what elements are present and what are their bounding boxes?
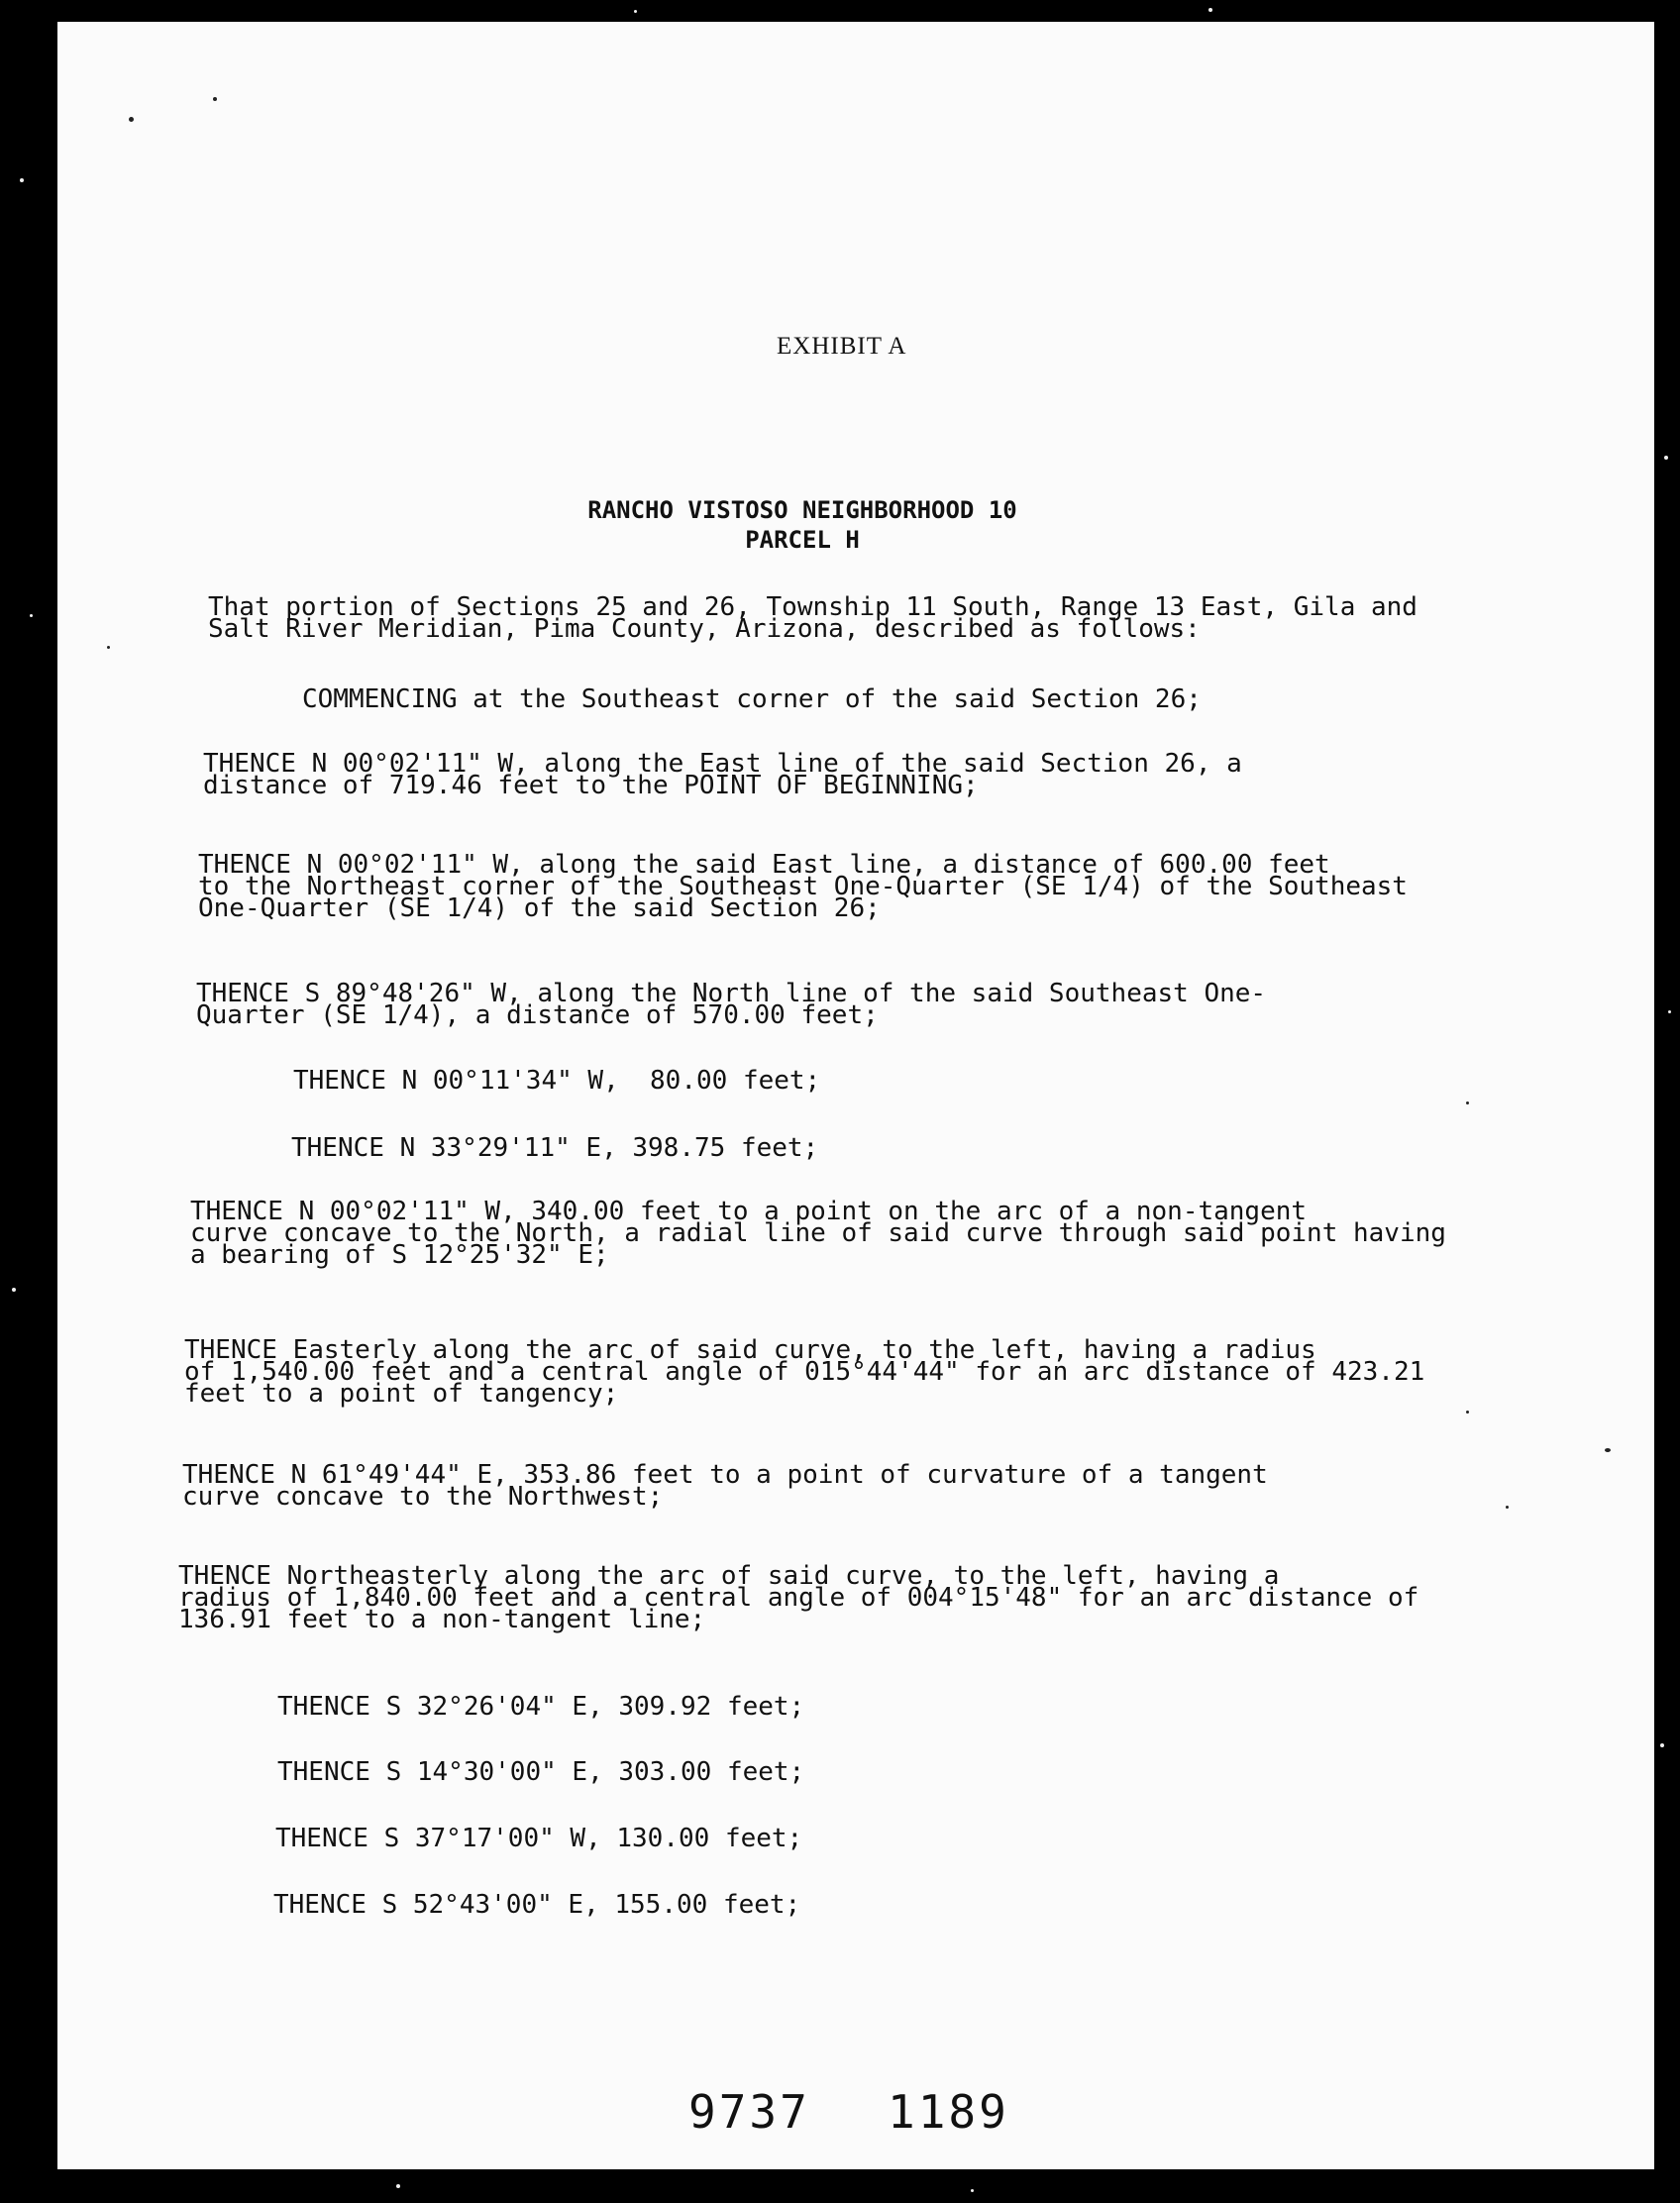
legal-description-paragraph: THENCE S 89°48'26" W, along the North line of the said Southeast One- Quarter (SE 1/4), a distance of 570.00 feet;: [196, 979, 1267, 1030]
intro-paragraph: That portion of Sections 25 and 26, Township 11 South, Range 13 East, Gila and Salt River Meridian, Pima County, Arizona, described as follows:: [208, 592, 1418, 644]
document-title: RANCHO VISTOSO NEIGHBORHOOD 10: [587, 496, 1017, 524]
scan-speck: [30, 614, 33, 617]
scan-speck: [213, 97, 217, 101]
legal-description-paragraph: THENCE S 32°26'04" E, 309.92 feet;: [277, 1692, 805, 1722]
scan-speck: [396, 2184, 400, 2188]
legal-description-paragraph: THENCE S 52°43'00" E, 155.00 feet;: [273, 1890, 801, 1920]
scan-speck: [634, 10, 637, 13]
legal-description-paragraph: THENCE N 61°49'44" E, 353.86 feet to a point of curvature of a tangent curve concave to the Northwest;: [182, 1460, 1268, 1512]
scan-speck: [20, 178, 24, 182]
scan-speck: [1664, 456, 1668, 460]
legal-description-paragraph: THENCE S 37°17'00" W, 130.00 feet;: [275, 1824, 803, 1853]
legal-description-paragraph: THENCE S 14°30'00" E, 303.00 feet;: [277, 1757, 805, 1787]
legal-description-paragraph: THENCE N 00°02'11" W, along the East line of the said Section 26, a distance of 719.46 feet to the POINT OF BEGINNING;: [203, 749, 1242, 800]
legal-description-paragraph: THENCE Easterly along the arc of said curve, to the left, having a radius of 1,540.00 feet and a central angle of 015°44'44" for an arc distance of 423.21 feet to a point of tangency;: [184, 1335, 1425, 1409]
legal-description-paragraph: THENCE Northeasterly along the arc of said curve, to the left, having a radius of 1,840.00 feet and a central angle of 004°15'48" for an arc distance of 136.91 feet to a non-tangent line;: [178, 1561, 1419, 1634]
scan-speck: [107, 646, 110, 649]
scan-speck: [1605, 1448, 1611, 1452]
document-subtitle: PARCEL H: [745, 526, 860, 554]
scan-speck: [1506, 1506, 1509, 1509]
legal-description-paragraph: THENCE N 00°02'11" W, 340.00 feet to a point on the arc of a non-tangent curve concave to the North, a radial line of said curve through said point having a bearing of S 12°25'32" E;: [190, 1197, 1446, 1270]
scan-speck: [1208, 8, 1212, 12]
scan-speck: [971, 2189, 974, 2192]
exhibit-label: EXHIBIT A: [777, 333, 907, 360]
page-number: 1189: [888, 2085, 1009, 2139]
scan-speck: [129, 117, 134, 122]
scan-speck: [12, 1288, 16, 1292]
scan-speck: [1660, 1743, 1664, 1747]
scan-speck: [1466, 1102, 1469, 1104]
legal-description-paragraph: THENCE N 00°11'34" W, 80.00 feet;: [293, 1066, 821, 1096]
legal-description-paragraph: COMMENCING at the Southeast corner of the said Section 26;: [302, 684, 1202, 714]
legal-description-paragraph: THENCE N 33°29'11" E, 398.75 feet;: [291, 1133, 819, 1163]
scan-speck: [1668, 1010, 1671, 1013]
document-number: 9737: [688, 2085, 810, 2139]
scan-speck: [1466, 1411, 1469, 1414]
legal-description-paragraph: THENCE N 00°02'11" W, along the said East line, a distance of 600.00 feet to the Northeast corner of the Southeast One-Quarter (SE 1/4) of the Southeast One-Quarter (SE 1/4) of the said Section 26;: [198, 850, 1408, 923]
